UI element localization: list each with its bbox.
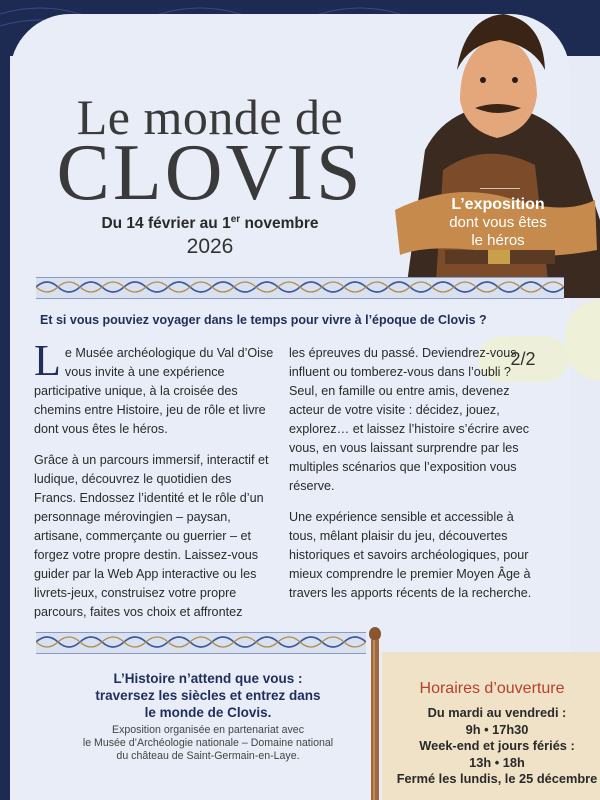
hours-line5: Fermé les lundis, le 25 décembre [396, 771, 598, 786]
hours-line1: Du mardi au vendredi : [427, 705, 567, 720]
lead-question: Et si vous pouviez voyager dans le temps pour vivre à l’époque de Clovis ? [40, 313, 487, 327]
hours-line4: 13h • 18h [469, 754, 525, 770]
hours-line3: Week-end et jours fériés : [419, 738, 575, 753]
title-line1: Le monde de [76, 89, 344, 145]
expo-divider [480, 188, 520, 189]
tagline-line3: le monde de Clovis. [144, 705, 272, 720]
drop-cap: L [34, 336, 61, 385]
left-column [34, 336, 274, 634]
page-badge-edge [565, 300, 600, 380]
ornament-band [36, 277, 564, 299]
exhibition-tagline [418, 196, 578, 250]
partner-line1: Exposition organisée en partenariat avec [112, 724, 304, 736]
ornament-band-bottom [36, 632, 366, 654]
right-paragraph-1: les épreuves du passé. Deviendrez-vous influent ou tomberez-vous dans l’oubli ? Seul, en famille ou entre amis, devenez acteur de votre visite : décidez, jouez, explorez… et laissez l’histoire s’écrire avec vous, en vous laissant surprendre par les multiples scénarios que l’exposition vous réserve. [289, 346, 530, 493]
tagline-line2: traversez les siècles et entrez dans [95, 688, 321, 703]
expo-tag-line2: dont vous êtes [449, 214, 547, 231]
page-counter-badge[interactable]: 2/2 [478, 336, 568, 382]
partner-line3: du château de Saint-Germain-en-Laye. [116, 750, 300, 762]
hours-list [392, 705, 600, 788]
left-p1-text: e Musée archéologique du Val d’Oise vous invite à une expérience participative unique, à la croisée des chemins entre Histoire, jeu de rôle et livre dont vous êtes le héros. [34, 346, 274, 436]
expo-tag-line3: le héros [471, 232, 525, 249]
hours-title: Horaires d’ouverture [419, 680, 565, 697]
title-line2: CLOVIS [56, 129, 364, 217]
dates-sup: er [230, 214, 241, 225]
right-column [289, 344, 543, 615]
dates-end: novembre [240, 215, 319, 233]
scroll-roller-icon [368, 626, 382, 800]
left-paragraph-2: Grâce à un parcours immersif, interactif et ludique, découvrez le quotidien des Francs. Endossez l’identité et le rôle d’un personnage mérovingien – paysan, artisane, commerçante ou guerrier – et forgez votre propre destin. Laissez-vous guider par la Web App interactive ou les livrets-jeux, construisez votre propre parcours, faites vos choix et affrontez [34, 453, 269, 619]
hours-line2: 9h • 17h30 [465, 721, 529, 737]
expo-tag-line1: L’exposition [451, 196, 545, 213]
dates-main: Du 14 février au 1 [101, 215, 231, 233]
right-paragraph-2: Une expérience sensible et accessible à tous, mêlant plaisir du jeu, découvertes historiques et savoirs archéologiques, pour mieux comprendre le premier Moyen Âge à travers les apports récents de la recherche. [289, 510, 532, 600]
left-paragraph-1 [34, 336, 274, 439]
partner-note [48, 724, 368, 763]
closing-tagline [48, 670, 368, 721]
partner-line2: le Musée d’Archéologie nationale – Domaine national [82, 737, 334, 749]
exhibition-dates [0, 214, 420, 233]
tagline-line1: L’Histoire n’attend que vous : [113, 671, 303, 686]
exhibition-year: 2026 [186, 235, 234, 258]
